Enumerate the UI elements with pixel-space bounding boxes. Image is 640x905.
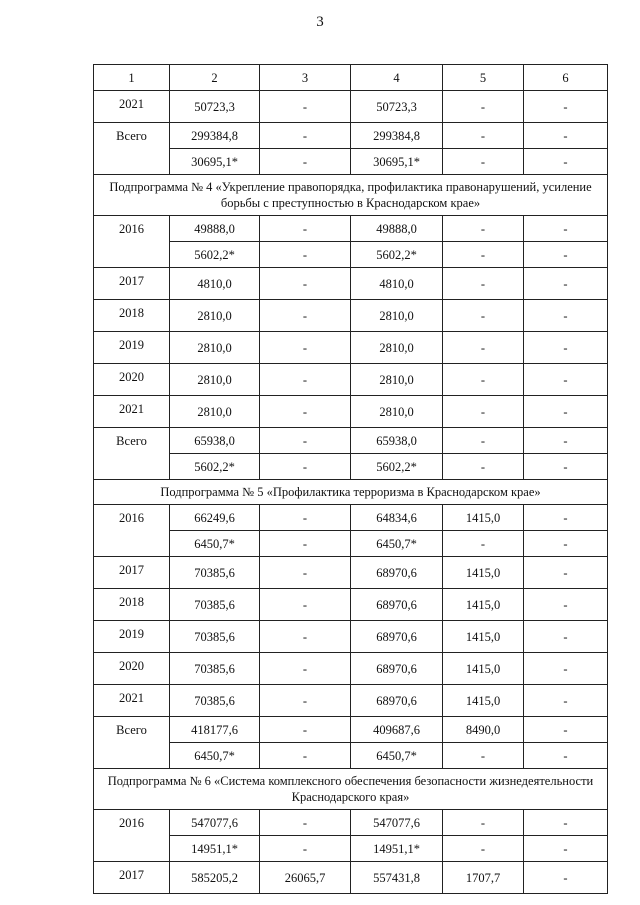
value-cell: - xyxy=(260,242,351,268)
value-cell: - xyxy=(524,216,608,242)
value-cell: - xyxy=(524,531,608,557)
value-cell: 5602,2* xyxy=(170,242,260,268)
value-cell: - xyxy=(443,123,524,149)
value-cell: 2810,0 xyxy=(170,396,260,428)
table-row xyxy=(94,505,608,531)
table-row xyxy=(94,396,608,428)
subprogram-title-row xyxy=(94,480,608,505)
value-cell: 14951,1* xyxy=(351,836,443,862)
table-row xyxy=(94,300,608,332)
value-cell: - xyxy=(524,653,608,685)
value-cell: - xyxy=(524,685,608,717)
value-cell: - xyxy=(524,396,608,428)
value-cell: 547077,6 xyxy=(170,810,260,836)
value-cell: - xyxy=(524,242,608,268)
year-cell: 2017 xyxy=(94,557,170,589)
value-cell: - xyxy=(260,589,351,621)
value-cell: 409687,6 xyxy=(351,717,443,743)
value-cell: 64834,6 xyxy=(351,505,443,531)
value-cell: 5602,2* xyxy=(351,242,443,268)
value-cell: - xyxy=(260,557,351,589)
table-row xyxy=(94,862,608,894)
value-cell: - xyxy=(260,836,351,862)
value-cell: - xyxy=(443,149,524,175)
value-cell: - xyxy=(524,557,608,589)
page-number: 3 xyxy=(316,14,324,30)
subprogram-title: Подпрограмма № 4 «Укрепление правопорядка, профилактика правонарушений, усиление борьбы с преступностью в Краснодарском крае» xyxy=(94,175,608,216)
value-cell: 5602,2* xyxy=(351,454,443,480)
table-row xyxy=(94,653,608,685)
value-cell: - xyxy=(524,268,608,300)
value-cell: 68970,6 xyxy=(351,557,443,589)
subprogram-title-row xyxy=(94,769,608,810)
table-row xyxy=(94,685,608,717)
year-cell: Всего xyxy=(94,428,170,480)
value-cell: 1707,7 xyxy=(443,862,524,894)
value-cell: 65938,0 xyxy=(351,428,443,454)
year-cell: 2020 xyxy=(94,364,170,396)
table-row xyxy=(94,717,608,743)
year-cell: 2019 xyxy=(94,332,170,364)
value-cell: 1415,0 xyxy=(443,505,524,531)
value-cell: 65938,0 xyxy=(170,428,260,454)
value-cell: 299384,8 xyxy=(351,123,443,149)
value-cell: - xyxy=(260,364,351,396)
table-row xyxy=(94,242,608,268)
table-row xyxy=(94,428,608,454)
value-cell: - xyxy=(260,428,351,454)
value-cell: 2810,0 xyxy=(170,332,260,364)
value-cell: 30695,1* xyxy=(351,149,443,175)
year-cell: 2021 xyxy=(94,396,170,428)
value-cell: 68970,6 xyxy=(351,589,443,621)
value-cell: - xyxy=(524,743,608,769)
table-row xyxy=(94,149,608,175)
value-cell: - xyxy=(443,268,524,300)
value-cell: - xyxy=(443,300,524,332)
value-cell: - xyxy=(260,685,351,717)
value-cell: 2810,0 xyxy=(351,364,443,396)
value-cell: 2810,0 xyxy=(351,300,443,332)
value-cell: 70385,6 xyxy=(170,621,260,653)
value-cell: - xyxy=(443,396,524,428)
value-cell: 6450,7* xyxy=(170,743,260,769)
value-cell: 418177,6 xyxy=(170,717,260,743)
value-cell: 2810,0 xyxy=(351,332,443,364)
value-cell: - xyxy=(260,123,351,149)
value-cell: 6450,7* xyxy=(351,531,443,557)
value-cell: 4810,0 xyxy=(170,268,260,300)
value-cell: - xyxy=(524,717,608,743)
year-cell: 2019 xyxy=(94,621,170,653)
table-row xyxy=(94,268,608,300)
year-cell: 2016 xyxy=(94,216,170,268)
year-cell: 2018 xyxy=(94,589,170,621)
subprogram-title: Подпрограмма № 6 «Система комплексного обеспечения безопасности жизнедеятельности Краснодарского края» xyxy=(94,769,608,810)
value-cell: - xyxy=(524,836,608,862)
value-cell: - xyxy=(524,454,608,480)
year-cell: 2018 xyxy=(94,300,170,332)
table-row xyxy=(94,743,608,769)
subprogram-title: Подпрограмма № 5 «Профилактика терроризма в Краснодарском крае» xyxy=(94,480,608,505)
value-cell: - xyxy=(524,589,608,621)
value-cell: - xyxy=(443,531,524,557)
table-row xyxy=(94,123,608,149)
table-row xyxy=(94,836,608,862)
value-cell: 50723,3 xyxy=(351,91,443,123)
year-cell: 2017 xyxy=(94,862,170,894)
value-cell: 6450,7* xyxy=(170,531,260,557)
value-cell: - xyxy=(524,332,608,364)
value-cell: - xyxy=(524,149,608,175)
value-cell: 49888,0 xyxy=(351,216,443,242)
year-cell: 2021 xyxy=(94,685,170,717)
budget-table-body xyxy=(94,65,608,894)
year-cell: 2021 xyxy=(94,91,170,123)
value-cell: 585205,2 xyxy=(170,862,260,894)
year-cell: 2016 xyxy=(94,810,170,862)
value-cell: - xyxy=(260,91,351,123)
value-cell: - xyxy=(524,364,608,396)
value-cell: 1415,0 xyxy=(443,589,524,621)
value-cell: 8490,0 xyxy=(443,717,524,743)
value-cell: - xyxy=(260,268,351,300)
value-cell: 1415,0 xyxy=(443,653,524,685)
value-cell: - xyxy=(524,428,608,454)
header-row xyxy=(94,65,608,91)
value-cell: - xyxy=(260,454,351,480)
value-cell: - xyxy=(443,216,524,242)
table-row xyxy=(94,364,608,396)
table-row xyxy=(94,621,608,653)
value-cell: 2810,0 xyxy=(170,364,260,396)
value-cell: 2810,0 xyxy=(351,396,443,428)
value-cell: - xyxy=(260,531,351,557)
value-cell: - xyxy=(260,300,351,332)
value-cell: 49888,0 xyxy=(170,216,260,242)
value-cell: 30695,1* xyxy=(170,149,260,175)
value-cell: - xyxy=(260,653,351,685)
value-cell: 68970,6 xyxy=(351,621,443,653)
value-cell: 70385,6 xyxy=(170,685,260,717)
value-cell: - xyxy=(443,91,524,123)
value-cell: 26065,7 xyxy=(260,862,351,894)
value-cell: 4810,0 xyxy=(351,268,443,300)
value-cell: - xyxy=(524,621,608,653)
table-row xyxy=(94,454,608,480)
value-cell: - xyxy=(443,364,524,396)
value-cell: 1415,0 xyxy=(443,557,524,589)
value-cell: - xyxy=(443,810,524,836)
year-cell: 2016 xyxy=(94,505,170,557)
header-cell: 5 xyxy=(443,65,524,91)
header-cell: 1 xyxy=(94,65,170,91)
value-cell: 6450,7* xyxy=(351,743,443,769)
value-cell: - xyxy=(260,505,351,531)
year-cell: Всего xyxy=(94,717,170,769)
value-cell: - xyxy=(443,242,524,268)
value-cell: 70385,6 xyxy=(170,653,260,685)
value-cell: - xyxy=(524,505,608,531)
value-cell: - xyxy=(260,396,351,428)
value-cell: 50723,3 xyxy=(170,91,260,123)
value-cell: - xyxy=(260,743,351,769)
value-cell: - xyxy=(260,717,351,743)
value-cell: 5602,2* xyxy=(170,454,260,480)
value-cell: 1415,0 xyxy=(443,685,524,717)
table-row xyxy=(94,557,608,589)
budget-table xyxy=(93,64,608,894)
value-cell: 68970,6 xyxy=(351,685,443,717)
table-row xyxy=(94,589,608,621)
table-row xyxy=(94,332,608,364)
value-cell: 14951,1* xyxy=(170,836,260,862)
value-cell: 547077,6 xyxy=(351,810,443,836)
value-cell: - xyxy=(524,300,608,332)
table-row xyxy=(94,216,608,242)
value-cell: - xyxy=(524,91,608,123)
table-row xyxy=(94,91,608,123)
value-cell: 68970,6 xyxy=(351,653,443,685)
value-cell: - xyxy=(443,836,524,862)
value-cell: - xyxy=(524,862,608,894)
value-cell: - xyxy=(443,454,524,480)
value-cell: 1415,0 xyxy=(443,621,524,653)
value-cell: - xyxy=(260,810,351,836)
year-cell: 2017 xyxy=(94,268,170,300)
year-cell: Всего xyxy=(94,123,170,175)
value-cell: - xyxy=(443,332,524,364)
value-cell: - xyxy=(443,743,524,769)
header-cell: 3 xyxy=(260,65,351,91)
value-cell: 2810,0 xyxy=(170,300,260,332)
value-cell: - xyxy=(260,149,351,175)
year-cell: 2020 xyxy=(94,653,170,685)
subprogram-title-row xyxy=(94,175,608,216)
value-cell: - xyxy=(524,810,608,836)
table-row xyxy=(94,810,608,836)
value-cell: 299384,8 xyxy=(170,123,260,149)
header-cell: 4 xyxy=(351,65,443,91)
value-cell: 66249,6 xyxy=(170,505,260,531)
value-cell: - xyxy=(260,216,351,242)
value-cell: - xyxy=(260,332,351,364)
table-row xyxy=(94,531,608,557)
header-cell: 6 xyxy=(524,65,608,91)
value-cell: - xyxy=(260,621,351,653)
value-cell: 70385,6 xyxy=(170,557,260,589)
value-cell: 557431,8 xyxy=(351,862,443,894)
value-cell: - xyxy=(443,428,524,454)
value-cell: - xyxy=(524,123,608,149)
header-cell: 2 xyxy=(170,65,260,91)
value-cell: 70385,6 xyxy=(170,589,260,621)
